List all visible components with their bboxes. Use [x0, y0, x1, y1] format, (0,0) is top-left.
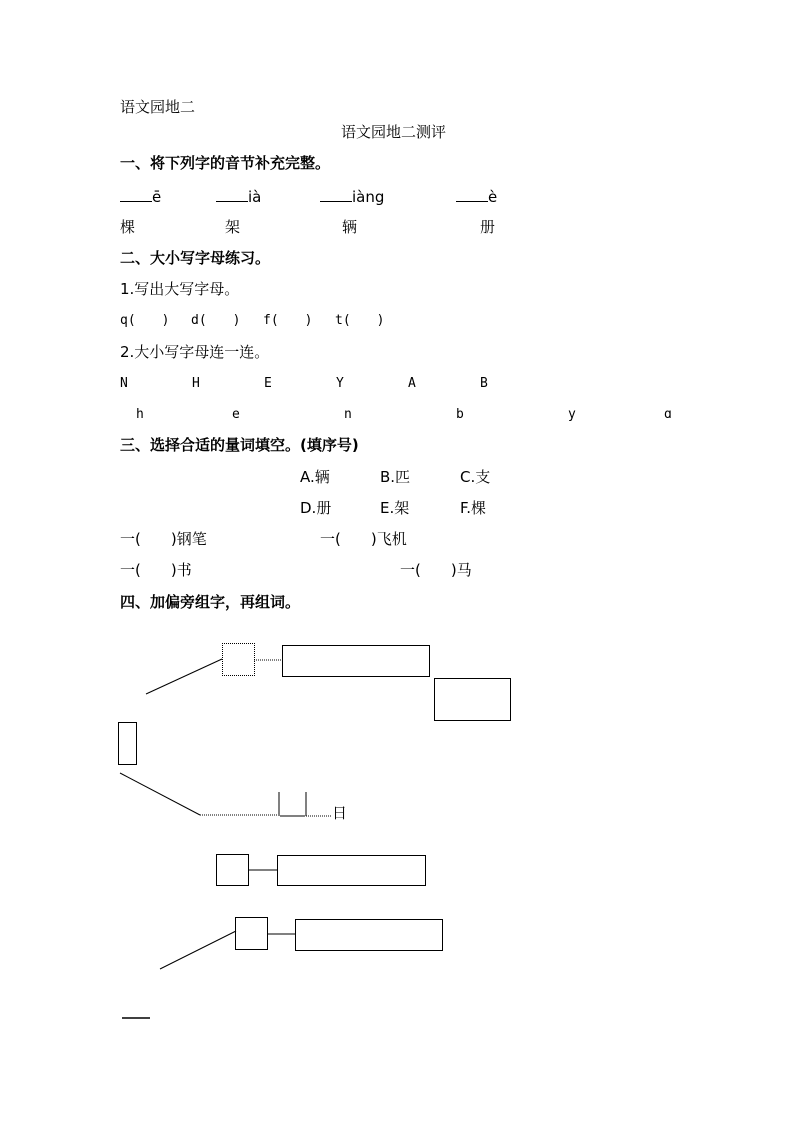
section1-heading: 一、将下列字的音节补充完整。 [120, 154, 331, 172]
center-char: 日 [332, 804, 348, 822]
char-3: 辆 [342, 218, 358, 236]
word-box[interactable] [277, 855, 426, 886]
syllable-item-3 [320, 187, 384, 206]
upper-letter[interactable]: N [120, 376, 128, 391]
option-a: A.辆 [300, 468, 330, 486]
header-title: 语文园地二 [120, 98, 196, 116]
word-box[interactable] [295, 919, 443, 951]
char-2: 架 [225, 218, 241, 236]
letter-write-f[interactable]: f( ) [263, 313, 313, 328]
syllable-item-1 [120, 187, 161, 206]
upper-letter[interactable]: H [192, 376, 200, 391]
option-b: B.匹 [380, 468, 411, 486]
center-box[interactable] [118, 722, 137, 765]
letter-write-q[interactable]: q( ) [120, 313, 170, 328]
lower-letter[interactable]: e [232, 407, 240, 422]
upper-letter[interactable]: A [408, 376, 416, 391]
lower-letter[interactable]: ɑ [664, 407, 672, 422]
option-c: C.支 [460, 468, 491, 486]
lower-letter[interactable]: y [568, 407, 576, 422]
section2-sub1: 1.写出大写字母。 [120, 280, 240, 298]
syllable-text: iàng [352, 188, 385, 206]
radical-box[interactable] [222, 643, 255, 676]
section3-heading: 三、选择合适的量词填空。(填序号) [120, 436, 359, 454]
blank-pen[interactable]: 一( )钢笔 [120, 530, 207, 548]
lower-letter[interactable]: n [344, 407, 352, 422]
option-f: F.棵 [460, 499, 486, 517]
syllable-text: è [488, 188, 498, 206]
blank-plane[interactable]: 一( )飞机 [320, 530, 407, 548]
upper-letter[interactable]: E [264, 376, 272, 391]
syllable-text: ē [152, 188, 162, 206]
char-4: 册 [480, 218, 496, 236]
option-e: E.架 [380, 499, 410, 517]
upper-letter[interactable]: B [480, 376, 488, 391]
char-1: 棵 [120, 218, 136, 236]
blank-book[interactable]: 一( )书 [120, 561, 192, 579]
word-box[interactable] [282, 645, 430, 677]
answer-blank[interactable] [320, 187, 352, 202]
answer-blank[interactable] [216, 187, 248, 202]
syllable-item-4 [456, 187, 497, 206]
section4-heading: 四、加偏旁组字，再组词。 [120, 593, 301, 611]
syllable-item-2 [216, 187, 261, 206]
blank-horse[interactable]: 一( )马 [400, 561, 472, 579]
letter-write-t[interactable]: t( ) [335, 313, 385, 328]
section2-heading: 二、大小写字母练习。 [120, 249, 271, 267]
answer-blank[interactable] [120, 187, 152, 202]
word-box[interactable] [434, 678, 511, 721]
syllable-text: ià [248, 188, 262, 206]
answer-blank[interactable] [456, 187, 488, 202]
upper-letter[interactable]: Y [336, 376, 344, 391]
doc-title: 语文园地二测评 [341, 123, 447, 141]
radical-box[interactable] [216, 854, 249, 886]
section2-sub2: 2.大小写字母连一连。 [120, 343, 270, 361]
lower-letter[interactable]: b [456, 407, 464, 422]
lower-letter[interactable]: h [136, 407, 144, 422]
option-d: D.册 [300, 499, 332, 517]
letter-write-d[interactable]: d( ) [191, 313, 241, 328]
radical-box[interactable] [235, 917, 268, 950]
